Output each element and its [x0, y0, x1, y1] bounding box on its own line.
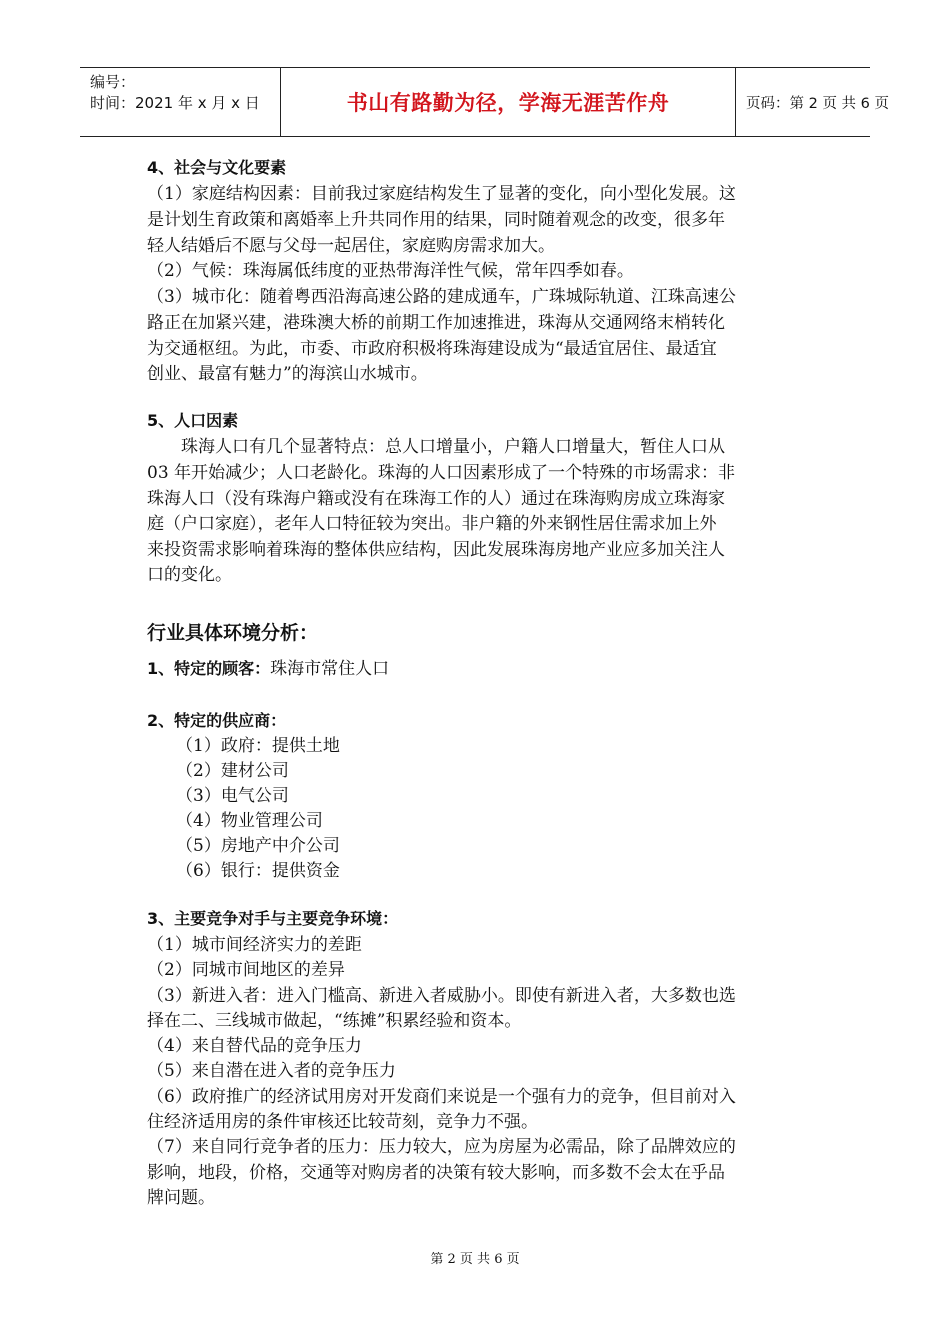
header-meta — [80, 68, 280, 136]
page-header — [80, 67, 889, 137]
paragraph-line: 择在二、三线城市做起，“练摊”积累经验和资本。 — [147, 1011, 522, 1031]
list-item: （4）物业管理公司 — [176, 811, 323, 831]
header-motto — [280, 68, 736, 136]
paragraph-line: 珠海人口有几个显著特点：总人口增量小，户籍人口增量大，暂住人口从 — [181, 437, 725, 457]
supplier-title: 2、特定的供应商： — [147, 711, 287, 730]
paragraph-line: （4）来自替代品的竞争压力 — [147, 1036, 362, 1056]
paragraph-line: （5）来自潜在进入者的竞争压力 — [147, 1061, 396, 1081]
paragraph-line: （3）城市化：随着粤西沿海高速公路的建成通车，广珠城际轨道、江珠高速公 — [147, 287, 736, 307]
paragraph-line: 创业、最富有魅力”的海滨山水城市。 — [147, 364, 428, 384]
paragraph-line: 庭（户口家庭），老年人口特征较为突出。非户籍的外来钢性居住需求加上外 — [147, 514, 717, 534]
list-item: （1）政府：提供土地 — [176, 736, 340, 756]
paragraph-line: 口的变化。 — [147, 565, 232, 585]
paragraph-line: 轻人结婚后不愿与父母一起居住，家庭购房需求加大。 — [147, 236, 555, 256]
paragraph-line: 路正在加紧兴建，港珠澳大桥的前期工作加速推进，珠海从交通网络末梢转化 — [147, 313, 725, 333]
competition-title: 3、主要竞争对手与主要竞争环境： — [147, 909, 399, 928]
paragraph-line: （7）来自同行竞争者的压力：压力较大，应为房屋为必需品，除了品牌效应的 — [147, 1137, 736, 1157]
section-4-title: 4、社会与文化要素 — [147, 158, 287, 177]
paragraph-line: （2）同城市间地区的差异 — [147, 960, 345, 980]
list-item: （5）房地产中介公司 — [176, 836, 340, 856]
paragraph-line: （2）气候：珠海属低纬度的亚热带海洋性气候，常年四季如春。 — [147, 261, 634, 281]
paragraph-line: 来投资需求影响着珠海的整体供应结构，因此发展珠海房地产业应多加关注人 — [147, 540, 725, 560]
paragraph-line: 影响，地段，价格，交通等对购房者的决策有较大影响，而多数不会太在乎品 — [147, 1163, 725, 1183]
number-label: 编号： — [90, 73, 136, 91]
paragraph-line: （6）政府推广的经济试用房对开发商们来说是一个强有力的竞争，但目前对入 — [147, 1087, 736, 1107]
section-5-title: 5、人口因素 — [147, 411, 239, 430]
list-item: （3）电气公司 — [176, 786, 289, 806]
paragraph-line: 住经济适用房的条件审核还比较苛刻，竞争力不强。 — [147, 1112, 538, 1132]
customer-text: 珠海市常住人口 — [270, 659, 390, 679]
paragraph-line: 03 年开始减少；人口老龄化。珠海的人口因素形成了一个特殊的市场需求：非 — [147, 463, 736, 483]
paragraph-line: 是计划生育政策和离婚率上升共同作用的结果，同时随着观念的改变，很多年 — [147, 210, 725, 230]
page-info: 页码：第 2 页 共 6 页 — [746, 95, 889, 112]
motto-text: 书山有路勤为径，学海无涯苦作舟 — [346, 91, 670, 115]
customer-line — [147, 657, 389, 681]
list-item: （2）建材公司 — [176, 761, 289, 781]
paragraph-line: 珠海人口（没有珠海户籍或没有在珠海工作的人）通过在珠海购房成立珠海家 — [147, 489, 725, 509]
paragraph-line: 牌问题。 — [147, 1188, 215, 1208]
paragraph-line: 为交通枢纽。为此，市委、市政府积极将珠海建设成为“最适宜居住、最适宜 — [147, 339, 717, 359]
paragraph-line: （1）城市间经济实力的差距 — [147, 935, 362, 955]
page-footer: 第 2 页 共 6 页 — [430, 1252, 520, 1267]
customer-title: 1、特定的顾客： — [147, 659, 271, 678]
paragraph-line: （1）家庭结构因素：目前我过家庭结构发生了显著的变化，向小型化发展。这 — [147, 184, 736, 204]
list-item: （6）银行：提供资金 — [176, 861, 340, 881]
industry-heading: 行业具体环境分析： — [147, 622, 319, 644]
paragraph-line: （3）新进入者：进入门槛高、新进入者威胁小。即使有新进入者，大多数也选 — [147, 986, 736, 1006]
time-label: 时间：2021 年 x 月 x 日 — [90, 94, 260, 112]
